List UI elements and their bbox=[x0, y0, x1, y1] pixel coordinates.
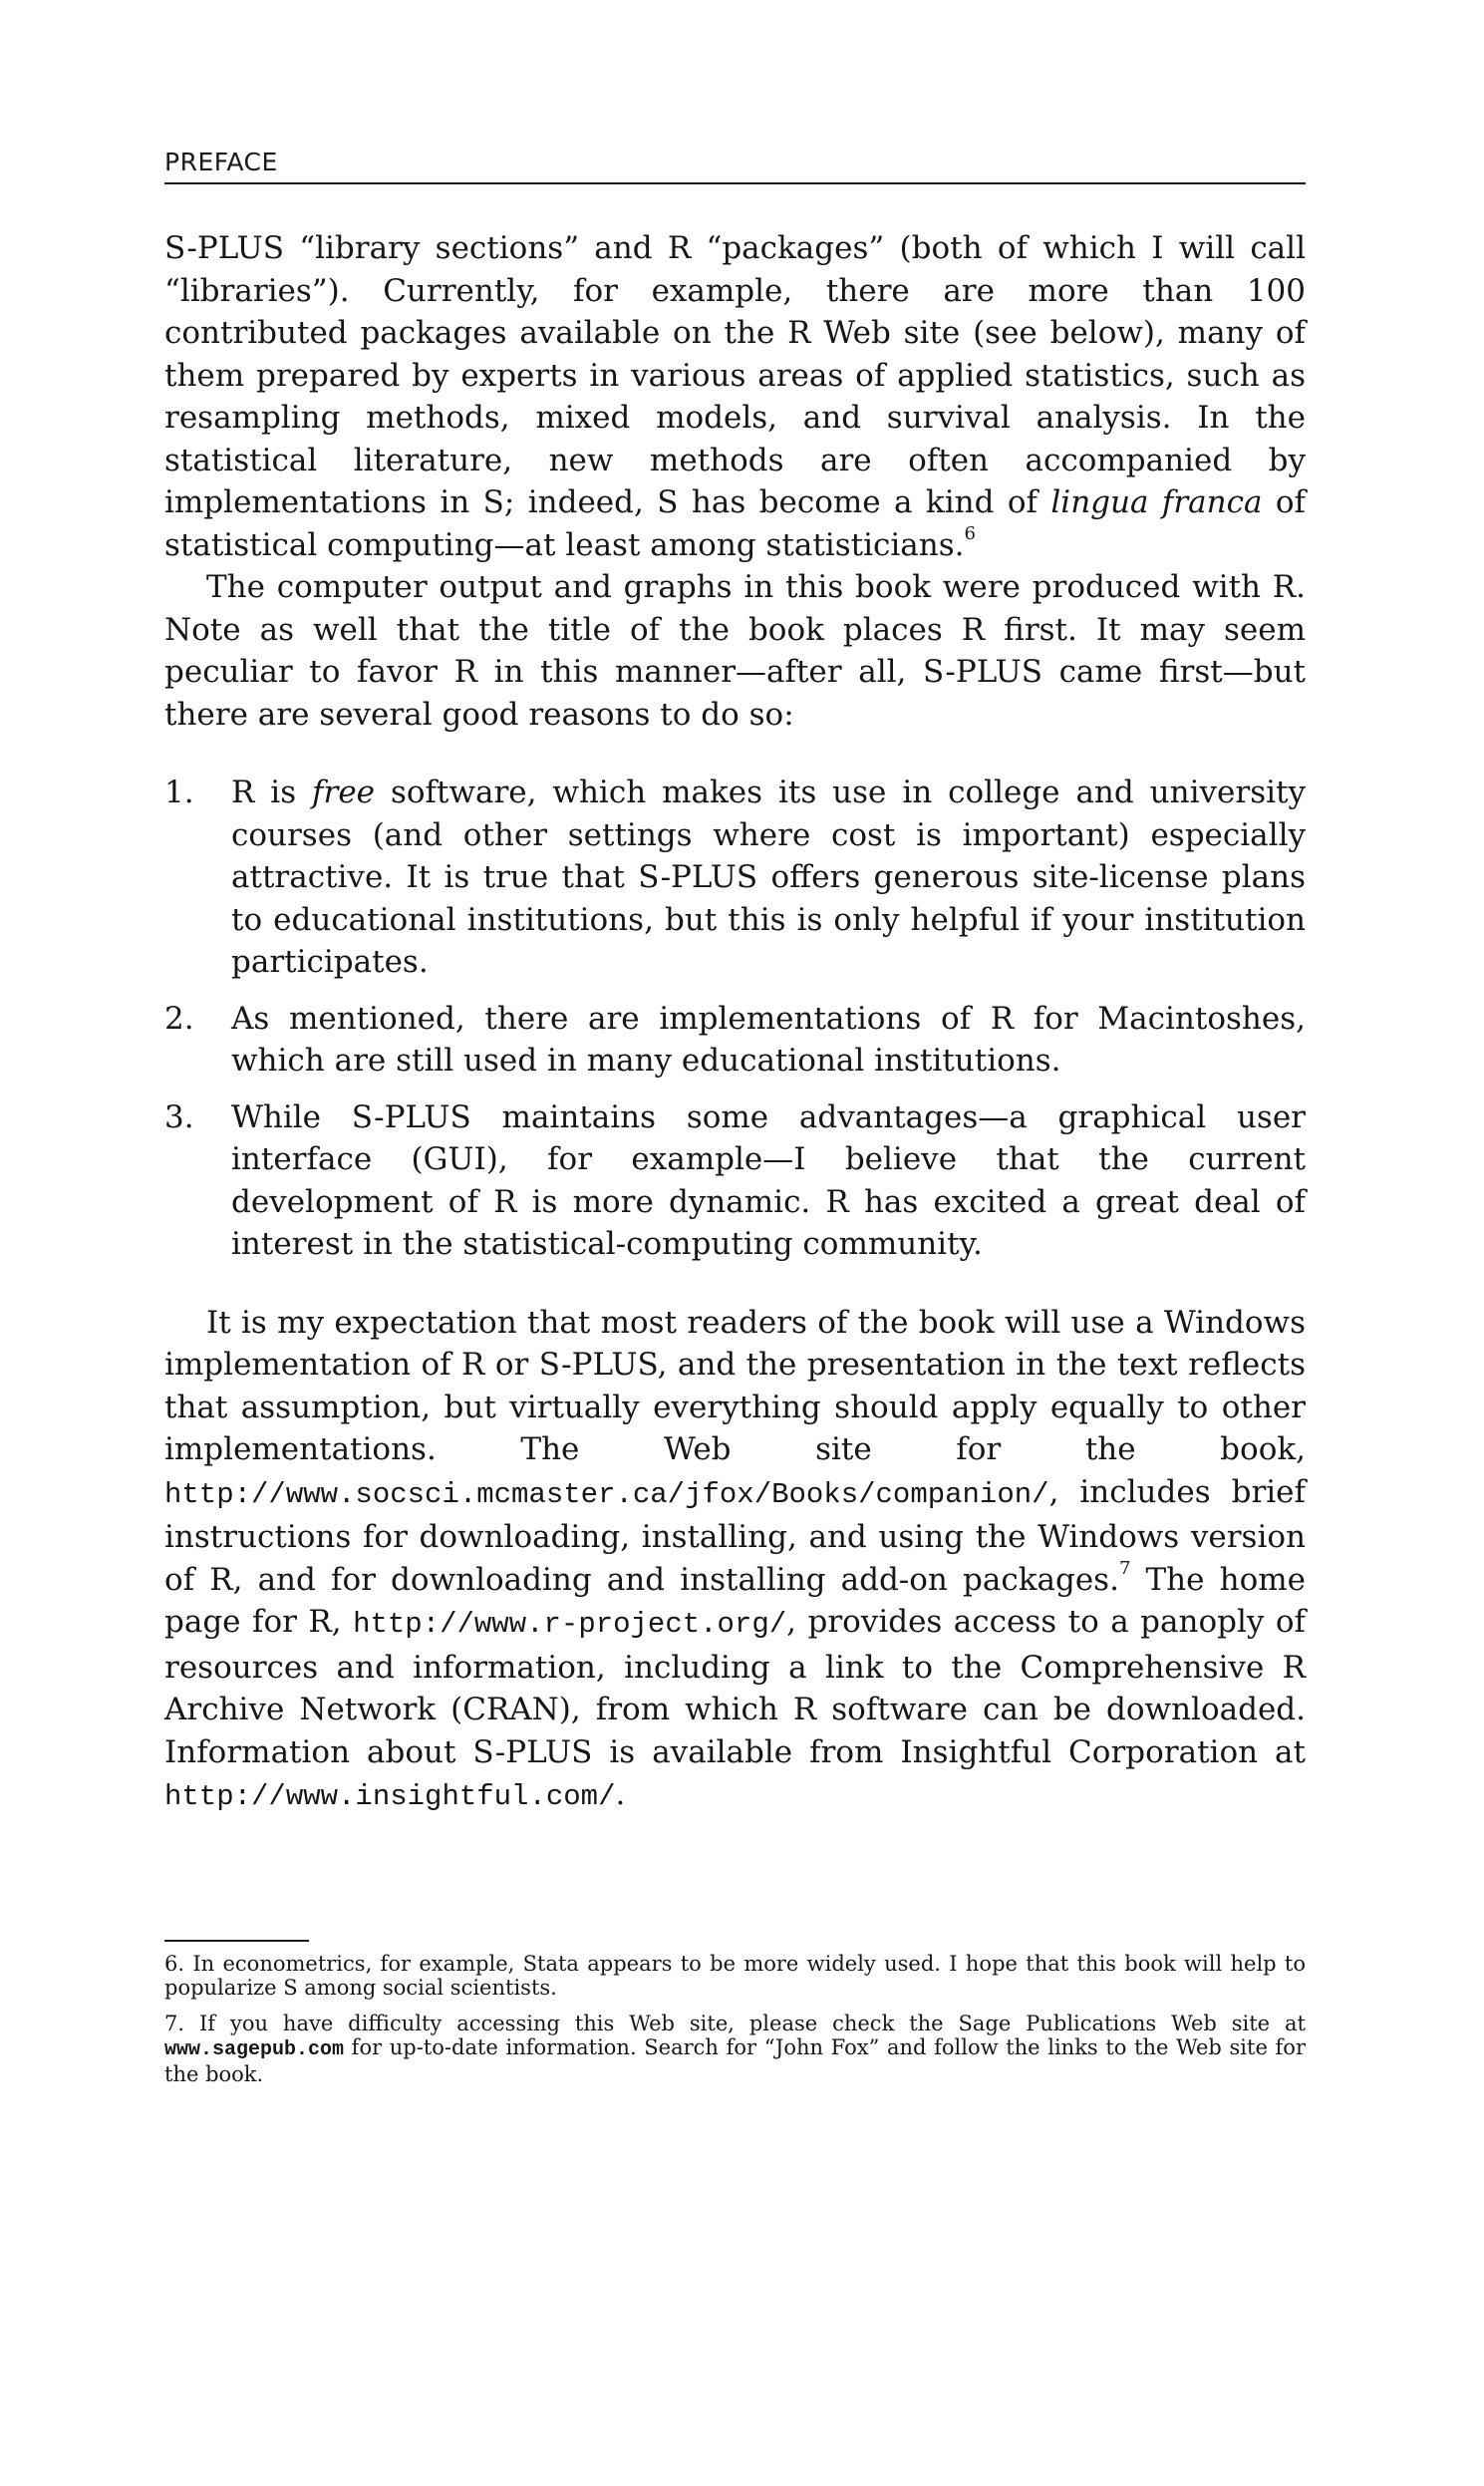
footnote-ref-7[interactable]: 7 bbox=[1118, 1558, 1131, 1580]
paragraph-2: The computer output and graphs in this book were produced with R. Note as well that the title of the book places R first. It may seem peculiar to favor R in this manner—after all, S-PLUS came first—but there are several good reasons to do so: bbox=[164, 569, 1306, 733]
r-project-url-link[interactable]: http://www.r-project.org/ bbox=[353, 1608, 787, 1641]
running-header: PREFACE bbox=[164, 148, 278, 176]
emphasis-lingua-franca: lingua franca bbox=[1050, 484, 1263, 520]
insightful-url-link[interactable]: http://www.insightful.com/ bbox=[164, 1780, 616, 1813]
sagepub-url-link[interactable]: www.sagepub.com bbox=[164, 2038, 345, 2061]
header-rule bbox=[164, 182, 1306, 184]
companion-url-link[interactable]: http://www.socsci.mcmaster.ca/jfox/Books/companion/ bbox=[164, 1477, 1049, 1511]
footnote-6: 6. In econometrics, for example, Stata appears to be more widely used. I hope that this book will help to popularize S among social scientists. bbox=[164, 1952, 1306, 2000]
emphasis-free: free bbox=[312, 775, 376, 810]
footnotes bbox=[164, 1952, 1306, 2098]
list-item: 2. As mentioned, there are implementations of R for Macintoshes, which are still used in many educational institutions. bbox=[164, 1000, 1306, 1079]
reasons-list bbox=[164, 772, 1306, 1266]
list-item: 3. While S-PLUS maintains some advantages—a graphical user interface (GUI), for example—I believe that the current development of R is more dynamic. R has excited a great deal of interest in the statistical-computing community. bbox=[164, 1098, 1306, 1262]
main-text bbox=[164, 227, 1306, 1819]
footnote-rule bbox=[164, 1940, 309, 1942]
paragraph-3: It is my expectation that most readers of the book will use a Windows implementation of R or S-PLUS, and the presentation in the text reflects that assumption, but virtually everything should apply equally to other implementations. The Web site for the book, http://www.socsci.mcmaster.ca/jfox/Books/companion/, includes brief instructions for downloading, installing, and using the Windows version of R, and for downloading and installing add-on packages.$^7$ The home page for R, http://www.r-project.org/, provides access to a panoply of resources and information, including a link to the Comprehensive R Archive Network (CRAN), from which R software can be downloaded. Information about S-PLUS is available from Insightful Corporation at http://www.insightful.com/. bbox=[164, 1304, 1307, 1813]
list-item: 1. R is free software, which makes its use in college and university courses (and other settings where cost is important) especially attractive. It is true that S-PLUS offers generous site-license plans to educational institutions, but this is only helpful if your institution participates. bbox=[164, 775, 1306, 980]
footnote-7: 7. If you have difficulty accessing this Web site, please check the Sage Publications Web site at www.sagepub.com for up-to-date information. Search for “John Fox” and follow the links to the Web site for the book. bbox=[164, 2012, 1306, 2086]
footnote-ref-6[interactable]: 6 bbox=[964, 523, 976, 545]
paragraph-1: S-PLUS “library sections” and R “packages” (both of which I will call “libraries”). Currently, for example, there are more than 100 contributed packages available on the R Web site (see below), many of them prepared by experts in various areas of applied statistics, such as resampling methods, mixed models, and survival analysis. In the statistical literature, new methods are often accompanied by implementations in S; indeed, S has become a kind of lingua franca of statistical computing—at least among statisticians.$^6$ bbox=[164, 230, 1306, 563]
